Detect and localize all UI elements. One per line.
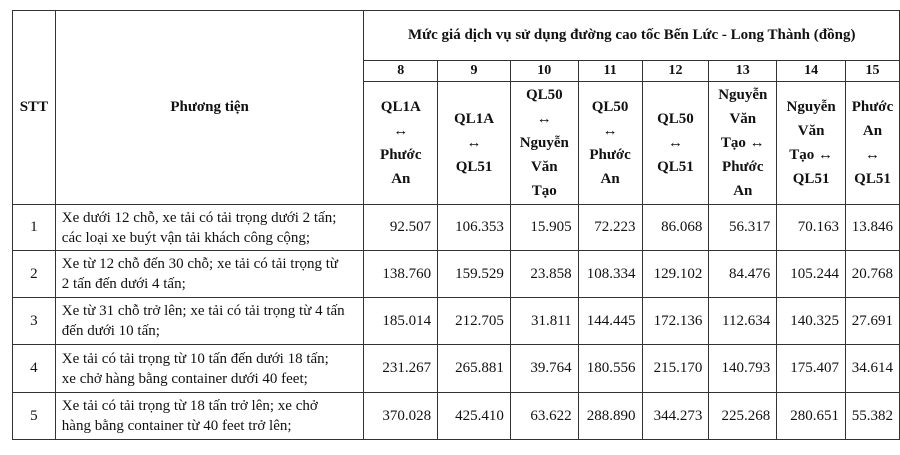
column-number: 15 [846,61,900,82]
price-cell: 92.507 [364,205,438,251]
route-line: Phước [589,147,631,163]
route-line: QL1A [380,99,421,115]
price-cell: 212.705 [438,298,511,345]
route-line: Nguyễn [519,135,569,151]
price-cell: 23.858 [510,251,578,298]
price-cell: 108.334 [578,251,642,298]
table-row [13,393,900,440]
route-line: QL50 [657,111,694,127]
price-cell: 140.325 [777,298,846,345]
vehicle-line: Xe từ 31 chỗ trở lên; xe tải có tải trọng từ 4 tấn [61,303,345,319]
price-cell: 13.846 [846,205,900,251]
vehicle-cell [55,345,364,393]
price-cell: 56.317 [709,205,777,251]
route-line: QL50 [525,87,563,103]
route-line: Nguyễn [718,87,768,103]
price-cell: 425.410 [438,393,511,440]
price-cell: 280.651 [777,393,846,440]
route-header [364,82,438,205]
route-header [642,82,709,205]
vehicle-line: 2 tấn đến dưới 4 tấn; [61,276,186,292]
route-line: ↔ [393,123,409,139]
route-line: ↔ [602,123,618,139]
route-line: Phước [851,99,894,115]
route-line: Văn [729,111,757,127]
price-cell: 288.890 [578,393,642,440]
price-cell: 105.244 [777,251,846,298]
price-cell: 31.811 [510,298,578,345]
price-cell: 231.267 [364,345,438,393]
route-line: Phước [722,159,764,175]
price-cell: 144.445 [578,298,642,345]
price-cell: 34.614 [846,345,900,393]
vehicle-line: xe chở hàng bằng container dưới 40 feet; [61,370,308,387]
table-row [13,298,900,345]
route-line: An [733,183,753,199]
column-number: 10 [510,61,578,82]
route-line: Tạo ↔ [789,147,833,163]
route-line: Tạo ↔ [720,135,765,151]
row-stt: 3 [13,298,56,345]
route-line: ↔ [536,111,552,127]
route-line: ↔ [865,147,880,163]
route-header [578,82,642,205]
price-cell: 106.353 [438,205,511,251]
price-cell: 159.529 [438,251,511,298]
route-header [846,82,900,205]
column-number: 11 [578,61,642,82]
route-line: ↔ [667,135,683,151]
price-cell: 86.068 [642,205,709,251]
vehicle-line: Xe tải có tải trọng từ 10 tấn đến dưới 18 tấn; [61,350,329,367]
price-cell: 72.223 [578,205,642,251]
price-cell: 20.768 [846,251,900,298]
route-line: QL51 [854,171,891,187]
route-header [709,82,777,205]
price-cell: 63.622 [510,393,578,440]
price-cell: 265.881 [438,345,511,393]
route-line: An [391,171,411,187]
price-cell: 140.793 [709,345,777,393]
route-line: Tạo [531,183,557,199]
price-cell: 215.170 [642,345,709,393]
route-line: An [862,123,883,139]
price-cell: 175.407 [777,345,846,393]
vehicle-cell [55,205,364,251]
table-row [13,345,900,393]
row-stt: 2 [13,251,56,298]
row-stt: 5 [13,393,56,440]
price-cell: 185.014 [364,298,438,345]
route-header [438,82,511,205]
route-line: QL51 [792,171,830,187]
row-stt: 4 [13,345,56,393]
price-cell: 138.760 [364,251,438,298]
route-line: Văn [797,123,825,139]
price-cell: 55.382 [846,393,900,440]
price-cell: 225.268 [709,393,777,440]
price-cell: 370.028 [364,393,438,440]
vehicle-cell [55,251,364,298]
price-cell: 27.691 [846,298,900,345]
vehicle-line: Xe dưới 12 chỗ, xe tải có tải trọng dưới 2 tấn; [61,209,337,226]
route-line: ↔ [466,135,482,151]
vehicle-line: Xe từ 12 chỗ đến 30 chỗ; xe tải có tải trọng từ [61,256,338,272]
column-number: 13 [709,61,777,82]
price-cell: 344.273 [642,393,709,440]
price-cell: 15.905 [510,205,578,251]
price-cell: 180.556 [578,345,642,393]
route-line: QL50 [591,99,629,115]
route-line: Văn [530,159,558,175]
vehicle-line: Xe tải có tải trọng từ 18 tấn trở lên; xe chở [61,398,318,414]
price-title: Mức giá dịch vụ sử dụng đường cao tốc Bến Lức - Long Thành (đồng) [364,11,900,61]
stt-header: STT [13,11,56,205]
table-row [13,251,900,298]
column-number: 12 [642,61,709,82]
price-cell: 84.476 [709,251,777,298]
route-header [510,82,578,205]
route-line: An [600,171,620,187]
vehicle-header: Phương tiện [55,11,364,205]
toll-table-container [12,10,900,440]
vehicle-cell [55,298,364,345]
toll-price-table [12,10,900,440]
route-line: QL51 [455,159,493,175]
column-number: 9 [438,61,511,82]
vehicle-line: các loại xe buýt vận tải khách công cộng; [61,229,311,246]
route-line: Nguyễn [786,99,836,115]
price-cell: 112.634 [709,298,777,345]
column-number: 14 [777,61,846,82]
price-cell: 70.163 [777,205,846,251]
price-cell: 129.102 [642,251,709,298]
row-stt: 1 [13,205,56,251]
table-row [13,205,900,251]
column-number: 8 [364,61,438,82]
price-cell: 172.136 [642,298,709,345]
route-header [777,82,846,205]
route-line: QL51 [657,159,694,175]
route-line: Phước [380,147,422,163]
price-cell: 39.764 [510,345,578,393]
vehicle-line: hàng bằng container từ 40 feet trở lên; [61,418,292,434]
vehicle-line: đến dưới 10 tấn; [61,323,160,339]
route-line: QL1A [454,111,495,127]
vehicle-cell [55,393,364,440]
